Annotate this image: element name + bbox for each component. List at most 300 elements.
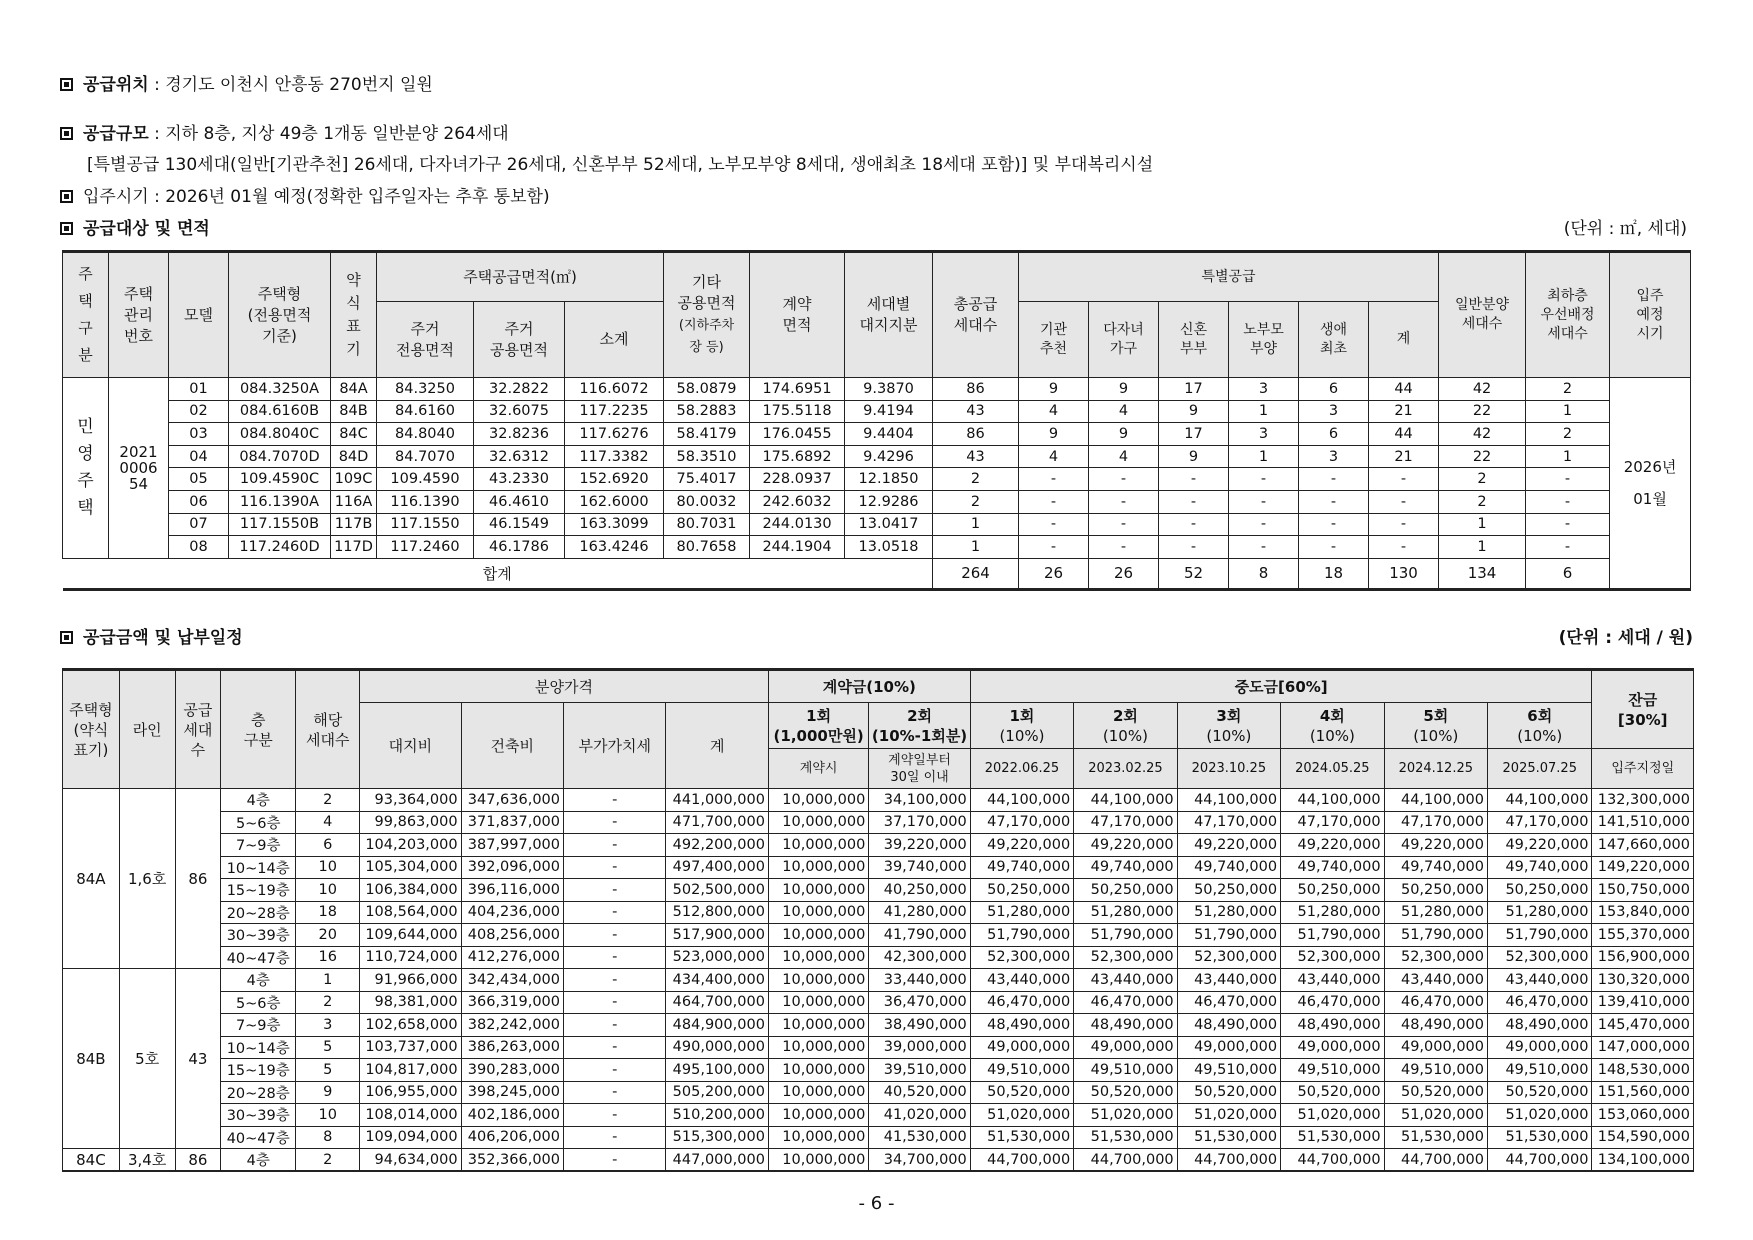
mid5-cell: 51,280,000 xyxy=(1384,901,1487,924)
col-floor: 층 구분 xyxy=(221,670,296,789)
cell-subtotal: 117.3382 xyxy=(565,445,664,468)
section2-title: 공급금액 및 납부일정 xyxy=(60,623,243,648)
cell-abbr: 84D xyxy=(331,445,377,468)
cell-land: 9.4194 xyxy=(845,400,933,423)
cell-sp: - xyxy=(1369,536,1439,559)
vat-cell: - xyxy=(564,1081,666,1104)
units-cell: 10 xyxy=(296,1104,360,1127)
cell-parents: - xyxy=(1229,536,1299,559)
supply-cell: 43 xyxy=(175,969,221,1149)
table-row xyxy=(63,490,1691,513)
mid3-cell: 51,530,000 xyxy=(1177,1126,1280,1149)
mid2-cell: 44,100,000 xyxy=(1074,789,1177,812)
land-cell: 110,724,000 xyxy=(360,946,461,969)
units-cell: 20 xyxy=(296,924,360,947)
dep1-cell: 10,000,000 xyxy=(768,1036,868,1059)
mid5-cell: 51,020,000 xyxy=(1384,1104,1487,1127)
floor-cell: 10~14층 xyxy=(221,1036,296,1059)
total-sp: 130 xyxy=(1369,558,1439,589)
units-cell: 16 xyxy=(296,946,360,969)
cell-lowest: 1 xyxy=(1526,445,1610,468)
col-sp-parents: 노부모 부양 xyxy=(1229,302,1299,378)
cell-land: 13.0417 xyxy=(845,513,933,536)
dep1-cell: 10,000,000 xyxy=(768,811,868,834)
housing-type-cell: 민 영 주 택 xyxy=(63,378,109,559)
cell-common: 32.2822 xyxy=(474,378,565,401)
mid3-cell: 49,740,000 xyxy=(1177,856,1280,879)
floor-cell: 40~47층 xyxy=(221,946,296,969)
mid6-cell: 52,300,000 xyxy=(1488,946,1592,969)
col-sp-first: 생애 최초 xyxy=(1299,302,1369,378)
mid4-cell: 51,020,000 xyxy=(1281,1104,1384,1127)
vat-cell: - xyxy=(564,856,666,879)
move-in-text: 입주시기 : 2026년 01월 예정(정확한 입주일자는 추후 통보함) xyxy=(83,187,550,207)
land-cell: 109,094,000 xyxy=(360,1126,461,1149)
col-sp-multi: 다자녀 가구 xyxy=(1089,302,1159,378)
balance-cell: 130,320,000 xyxy=(1592,969,1694,992)
vat-cell: - xyxy=(564,1149,666,1172)
type-cell: 84A xyxy=(63,789,120,969)
col-common: 주거 공용면적 xyxy=(474,302,565,378)
cell-parents: - xyxy=(1229,513,1299,536)
col-supply: 공급 세대 수 xyxy=(175,670,221,789)
cell-first: 6 xyxy=(1299,378,1369,401)
table-row xyxy=(63,1059,1694,1082)
dep2-cell: 41,280,000 xyxy=(869,901,970,924)
cell-subtotal: 152.6920 xyxy=(565,468,664,491)
col-middle: 중도금[60%] xyxy=(970,670,1592,703)
dep2-cell: 34,700,000 xyxy=(869,1149,970,1172)
mid5-cell: 47,170,000 xyxy=(1384,811,1487,834)
cell-general: 42 xyxy=(1439,378,1526,401)
cell-exclusive: 116.1390 xyxy=(377,490,474,513)
mid4-cell: 50,520,000 xyxy=(1281,1081,1384,1104)
mid4-cell: 49,220,000 xyxy=(1281,834,1384,857)
mid2-cell: 51,790,000 xyxy=(1074,924,1177,947)
balance-cell: 147,660,000 xyxy=(1592,834,1694,857)
total-cell: 505,200,000 xyxy=(666,1081,768,1104)
col-mid4: 4회 (10%) xyxy=(1281,703,1384,749)
mid6-cell: 43,440,000 xyxy=(1488,969,1592,992)
total-inst: 26 xyxy=(1019,558,1089,589)
land-cell: 102,658,000 xyxy=(360,1014,461,1037)
vat-cell: - xyxy=(564,946,666,969)
dep1-cell: 10,000,000 xyxy=(768,924,868,947)
dep2-cell: 41,530,000 xyxy=(869,1126,970,1149)
mid5-cell: 44,100,000 xyxy=(1384,789,1487,812)
units-cell: 5 xyxy=(296,1036,360,1059)
cell-model: 02 xyxy=(169,400,229,423)
land-cell: 108,014,000 xyxy=(360,1104,461,1127)
land-cell: 106,384,000 xyxy=(360,879,461,902)
cell-land: 9.3870 xyxy=(845,378,933,401)
balance-cell: 155,370,000 xyxy=(1592,924,1694,947)
cell-type: 116.1390A xyxy=(229,490,331,513)
mid3-cell: 48,490,000 xyxy=(1177,1014,1280,1037)
cell-abbr: 117D xyxy=(331,536,377,559)
mid5-cell: 44,700,000 xyxy=(1384,1149,1487,1172)
mid5-cell: 52,300,000 xyxy=(1384,946,1487,969)
total-cell: 517,900,000 xyxy=(666,924,768,947)
cell-sp: 21 xyxy=(1369,445,1439,468)
table-row xyxy=(63,834,1694,857)
supply-location-value: : 경기도 이천시 안흥동 270번지 일원 xyxy=(148,75,433,95)
balance-cell: 139,410,000 xyxy=(1592,991,1694,1014)
vat-cell: - xyxy=(564,879,666,902)
cell-total: 43 xyxy=(933,400,1019,423)
cell-general: 2 xyxy=(1439,490,1526,513)
col-dep1-date: 계약시 xyxy=(768,749,868,789)
col-housing-type: 주 택 구 분 xyxy=(63,252,109,378)
cell-multi: 9 xyxy=(1089,378,1159,401)
balance-cell: 134,100,000 xyxy=(1592,1149,1694,1172)
balance-cell: 141,510,000 xyxy=(1592,811,1694,834)
dep1-cell: 10,000,000 xyxy=(768,1104,868,1127)
mid2-cell: 46,470,000 xyxy=(1074,991,1177,1014)
cell-land: 9.4404 xyxy=(845,423,933,446)
col-vat: 부가가치세 xyxy=(564,703,666,789)
cell-subtotal: 163.4246 xyxy=(565,536,664,559)
vat-cell: - xyxy=(564,811,666,834)
land-cell: 108,564,000 xyxy=(360,901,461,924)
cell-multi: 9 xyxy=(1089,423,1159,446)
table-row xyxy=(63,1014,1694,1037)
mid6-cell: 48,490,000 xyxy=(1488,1014,1592,1037)
dep2-cell: 40,520,000 xyxy=(869,1081,970,1104)
cell-total: 86 xyxy=(933,378,1019,401)
land-cell: 109,644,000 xyxy=(360,924,461,947)
building-cell: 406,206,000 xyxy=(461,1126,563,1149)
table-row xyxy=(63,991,1694,1014)
mid5-cell: 50,520,000 xyxy=(1384,1081,1487,1104)
table-row xyxy=(63,536,1691,559)
total-row xyxy=(63,558,1691,589)
cell-sp: - xyxy=(1369,513,1439,536)
cell-other: 80.7658 xyxy=(664,536,750,559)
balance-cell: 147,000,000 xyxy=(1592,1036,1694,1059)
cell-subtotal: 116.6072 xyxy=(565,378,664,401)
cell-total: 43 xyxy=(933,445,1019,468)
balance-cell: 154,590,000 xyxy=(1592,1126,1694,1149)
units-cell: 10 xyxy=(296,856,360,879)
cell-first: 3 xyxy=(1299,400,1369,423)
mid2-cell: 50,250,000 xyxy=(1074,879,1177,902)
cell-lowest: 1 xyxy=(1526,400,1610,423)
cell-first: - xyxy=(1299,468,1369,491)
cell-contract: 244.1904 xyxy=(750,536,845,559)
mid2-cell: 51,020,000 xyxy=(1074,1104,1177,1127)
cell-common: 46.1549 xyxy=(474,513,565,536)
units-cell: 9 xyxy=(296,1081,360,1104)
mid6-cell: 50,520,000 xyxy=(1488,1081,1592,1104)
cell-abbr: 117B xyxy=(331,513,377,536)
mid6-cell: 51,020,000 xyxy=(1488,1104,1592,1127)
supply-area-table xyxy=(62,250,1691,591)
col-total: 계 xyxy=(666,703,768,789)
dep1-cell: 10,000,000 xyxy=(768,856,868,879)
cell-multi: - xyxy=(1089,468,1159,491)
cell-newlywed: 17 xyxy=(1159,423,1229,446)
col-total-supply: 총공급 세대수 xyxy=(933,252,1019,378)
mid6-cell: 49,000,000 xyxy=(1488,1036,1592,1059)
mid3-cell: 49,220,000 xyxy=(1177,834,1280,857)
cell-common: 32.6312 xyxy=(474,445,565,468)
cell-abbr: 84A xyxy=(331,378,377,401)
mid6-cell: 44,100,000 xyxy=(1488,789,1592,812)
total-multi: 26 xyxy=(1089,558,1159,589)
cell-lowest: 2 xyxy=(1526,378,1610,401)
table-row xyxy=(63,423,1691,446)
move-in-line xyxy=(60,182,550,207)
cell-other: 58.4179 xyxy=(664,423,750,446)
table-row xyxy=(63,1104,1694,1127)
dep1-cell: 10,000,000 xyxy=(768,1014,868,1037)
square-bullet-icon xyxy=(60,222,73,235)
balance-cell: 132,300,000 xyxy=(1592,789,1694,812)
mid6-cell: 51,530,000 xyxy=(1488,1126,1592,1149)
total-lowest: 6 xyxy=(1526,558,1610,589)
section1-title: 공급대상 및 면적 xyxy=(60,214,210,239)
table-row xyxy=(63,468,1691,491)
col-mgmt-no: 주택 관리 번호 xyxy=(109,252,169,378)
cell-multi: - xyxy=(1089,536,1159,559)
floor-cell: 30~39층 xyxy=(221,1104,296,1127)
cell-type: 084.8040C xyxy=(229,423,331,446)
mid1-cell: 44,700,000 xyxy=(970,1149,1073,1172)
type-cell: 84B xyxy=(63,969,120,1149)
building-cell: 398,245,000 xyxy=(461,1081,563,1104)
cell-parents: 3 xyxy=(1229,423,1299,446)
cell-general: 22 xyxy=(1439,400,1526,423)
supply-cell: 86 xyxy=(175,789,221,969)
dep2-cell: 33,440,000 xyxy=(869,969,970,992)
cell-lowest: - xyxy=(1526,513,1610,536)
cell-model: 03 xyxy=(169,423,229,446)
mid6-cell: 49,740,000 xyxy=(1488,856,1592,879)
mid2-cell: 49,000,000 xyxy=(1074,1036,1177,1059)
move-in-cell: 2026년 01월 xyxy=(1610,378,1691,590)
cell-common: 46.4610 xyxy=(474,490,565,513)
cell-inst: - xyxy=(1019,468,1089,491)
land-cell: 99,863,000 xyxy=(360,811,461,834)
building-cell: 412,276,000 xyxy=(461,946,563,969)
cell-abbr: 109C xyxy=(331,468,377,491)
dep1-cell: 10,000,000 xyxy=(768,834,868,857)
cell-exclusive: 84.3250 xyxy=(377,378,474,401)
cell-contract: 242.6032 xyxy=(750,490,845,513)
mid1-cell: 51,280,000 xyxy=(970,901,1073,924)
supply-location-label: 공급위치 xyxy=(83,75,149,95)
dep1-cell: 10,000,000 xyxy=(768,946,868,969)
supply-scale-line xyxy=(60,119,509,144)
dep2-cell: 36,470,000 xyxy=(869,991,970,1014)
square-bullet-icon xyxy=(60,631,73,644)
col-other-common: 기타 공용면적 (지하주차 장 등) xyxy=(664,252,750,378)
mid6-cell: 49,510,000 xyxy=(1488,1059,1592,1082)
col-sp-total: 계 xyxy=(1369,302,1439,378)
col-mid5: 5회 (10%) xyxy=(1384,703,1487,749)
mid5-cell: 46,470,000 xyxy=(1384,991,1487,1014)
mid1-cell: 51,790,000 xyxy=(970,924,1073,947)
cell-lowest: - xyxy=(1526,536,1610,559)
total-cell: 523,000,000 xyxy=(666,946,768,969)
mid3-cell: 46,470,000 xyxy=(1177,991,1280,1014)
col-price: 분양가격 xyxy=(360,670,769,703)
table-row xyxy=(63,1126,1694,1149)
land-cell: 91,966,000 xyxy=(360,969,461,992)
units-cell: 10 xyxy=(296,879,360,902)
cell-first: 6 xyxy=(1299,423,1369,446)
total-cell: 502,500,000 xyxy=(666,879,768,902)
mid4-cell: 51,790,000 xyxy=(1281,924,1384,947)
col-mid3-date: 2023.10.25 xyxy=(1177,749,1280,789)
total-cell: 471,700,000 xyxy=(666,811,768,834)
mid2-cell: 47,170,000 xyxy=(1074,811,1177,834)
cell-general: 2 xyxy=(1439,468,1526,491)
cell-newlywed: 17 xyxy=(1159,378,1229,401)
mid1-cell: 51,530,000 xyxy=(970,1126,1073,1149)
vat-cell: - xyxy=(564,1104,666,1127)
land-cell: 105,304,000 xyxy=(360,856,461,879)
table-row xyxy=(63,1149,1694,1172)
line-cell: 3,4호 xyxy=(119,1149,175,1172)
table-row xyxy=(63,1036,1694,1059)
building-cell: 371,837,000 xyxy=(461,811,563,834)
mid1-cell: 50,250,000 xyxy=(970,879,1073,902)
units-cell: 5 xyxy=(296,1059,360,1082)
mid5-cell: 48,490,000 xyxy=(1384,1014,1487,1037)
mid4-cell: 48,490,000 xyxy=(1281,1014,1384,1037)
cell-exclusive: 117.2460 xyxy=(377,536,474,559)
cell-parents: 1 xyxy=(1229,445,1299,468)
cell-contract: 174.6951 xyxy=(750,378,845,401)
mid3-cell: 49,510,000 xyxy=(1177,1059,1280,1082)
cell-land: 12.9286 xyxy=(845,490,933,513)
mid4-cell: 52,300,000 xyxy=(1281,946,1384,969)
cell-common: 46.1786 xyxy=(474,536,565,559)
line-cell: 1,6호 xyxy=(119,789,175,969)
floor-cell: 7~9층 xyxy=(221,834,296,857)
floor-cell: 4층 xyxy=(221,969,296,992)
mid4-cell: 49,510,000 xyxy=(1281,1059,1384,1082)
cell-inst: 9 xyxy=(1019,378,1089,401)
cell-land: 13.0518 xyxy=(845,536,933,559)
cell-land: 12.1850 xyxy=(845,468,933,491)
col-exclusive: 주거 전용면적 xyxy=(377,302,474,378)
type-cell: 84C xyxy=(63,1149,120,1172)
cell-general: 1 xyxy=(1439,536,1526,559)
building-cell: 386,263,000 xyxy=(461,1036,563,1059)
dep2-cell: 41,020,000 xyxy=(869,1104,970,1127)
table-row xyxy=(63,1081,1694,1104)
total-cell: 441,000,000 xyxy=(666,789,768,812)
total-cell: 464,700,000 xyxy=(666,991,768,1014)
col-type: 주택형 (약식 표기) xyxy=(63,670,120,789)
floor-cell: 10~14층 xyxy=(221,856,296,879)
floor-cell: 4층 xyxy=(221,1149,296,1172)
mid4-cell: 43,440,000 xyxy=(1281,969,1384,992)
dep2-cell: 34,100,000 xyxy=(869,789,970,812)
mid2-cell: 52,300,000 xyxy=(1074,946,1177,969)
cell-multi: - xyxy=(1089,513,1159,536)
cell-general: 1 xyxy=(1439,513,1526,536)
units-cell: 8 xyxy=(296,1126,360,1149)
building-cell: 396,116,000 xyxy=(461,879,563,902)
cell-first: - xyxy=(1299,536,1369,559)
land-cell: 103,737,000 xyxy=(360,1036,461,1059)
mid5-cell: 50,250,000 xyxy=(1384,879,1487,902)
cell-common: 32.8236 xyxy=(474,423,565,446)
mid1-cell: 50,520,000 xyxy=(970,1081,1073,1104)
land-cell: 104,817,000 xyxy=(360,1059,461,1082)
line-cell: 5호 xyxy=(119,969,175,1149)
cell-inst: 9 xyxy=(1019,423,1089,446)
units-cell: 3 xyxy=(296,1014,360,1037)
col-land-share: 세대별 대지지분 xyxy=(845,252,933,378)
units-cell: 2 xyxy=(296,991,360,1014)
vat-cell: - xyxy=(564,969,666,992)
floor-cell: 7~9층 xyxy=(221,1014,296,1037)
mid2-cell: 51,530,000 xyxy=(1074,1126,1177,1149)
cell-total: 1 xyxy=(933,536,1019,559)
cell-newlywed: - xyxy=(1159,468,1229,491)
mid5-cell: 51,790,000 xyxy=(1384,924,1487,947)
cell-other: 58.2883 xyxy=(664,400,750,423)
table-row xyxy=(63,969,1694,992)
col-mid6-date: 2025.07.25 xyxy=(1488,749,1592,789)
cell-total: 1 xyxy=(933,513,1019,536)
col-mid5-date: 2024.12.25 xyxy=(1384,749,1487,789)
cell-inst: - xyxy=(1019,490,1089,513)
vat-cell: - xyxy=(564,1126,666,1149)
balance-cell: 151,560,000 xyxy=(1592,1081,1694,1104)
cell-multi: 4 xyxy=(1089,445,1159,468)
dep2-cell: 39,740,000 xyxy=(869,856,970,879)
units-cell: 18 xyxy=(296,901,360,924)
cell-other: 58.0879 xyxy=(664,378,750,401)
mid4-cell: 49,740,000 xyxy=(1281,856,1384,879)
mid3-cell: 51,280,000 xyxy=(1177,901,1280,924)
mid2-cell: 50,520,000 xyxy=(1074,1081,1177,1104)
mid4-cell: 51,530,000 xyxy=(1281,1126,1384,1149)
cell-type: 084.3250A xyxy=(229,378,331,401)
cell-newlywed: - xyxy=(1159,490,1229,513)
mid4-cell: 47,170,000 xyxy=(1281,811,1384,834)
supply-scale-label: 공급규모 xyxy=(83,124,149,144)
units-cell: 2 xyxy=(296,1149,360,1172)
mid2-cell: 49,740,000 xyxy=(1074,856,1177,879)
table-row xyxy=(63,445,1691,468)
total-label: 합계 xyxy=(63,558,933,589)
col-mid2: 2회 (10%) xyxy=(1074,703,1177,749)
mid1-cell: 48,490,000 xyxy=(970,1014,1073,1037)
vat-cell: - xyxy=(564,924,666,947)
mid6-cell: 51,790,000 xyxy=(1488,924,1592,947)
vat-cell: - xyxy=(564,789,666,812)
balance-cell: 153,840,000 xyxy=(1592,901,1694,924)
mid1-cell: 52,300,000 xyxy=(970,946,1073,969)
mid3-cell: 44,100,000 xyxy=(1177,789,1280,812)
balance-cell: 145,470,000 xyxy=(1592,1014,1694,1037)
dep2-cell: 42,300,000 xyxy=(869,946,970,969)
cell-sp: 44 xyxy=(1369,378,1439,401)
floor-cell: 40~47층 xyxy=(221,1126,296,1149)
cell-common: 32.6075 xyxy=(474,400,565,423)
mid2-cell: 48,490,000 xyxy=(1074,1014,1177,1037)
col-land: 대지비 xyxy=(360,703,461,789)
cell-abbr: 84B xyxy=(331,400,377,423)
cell-model: 04 xyxy=(169,445,229,468)
